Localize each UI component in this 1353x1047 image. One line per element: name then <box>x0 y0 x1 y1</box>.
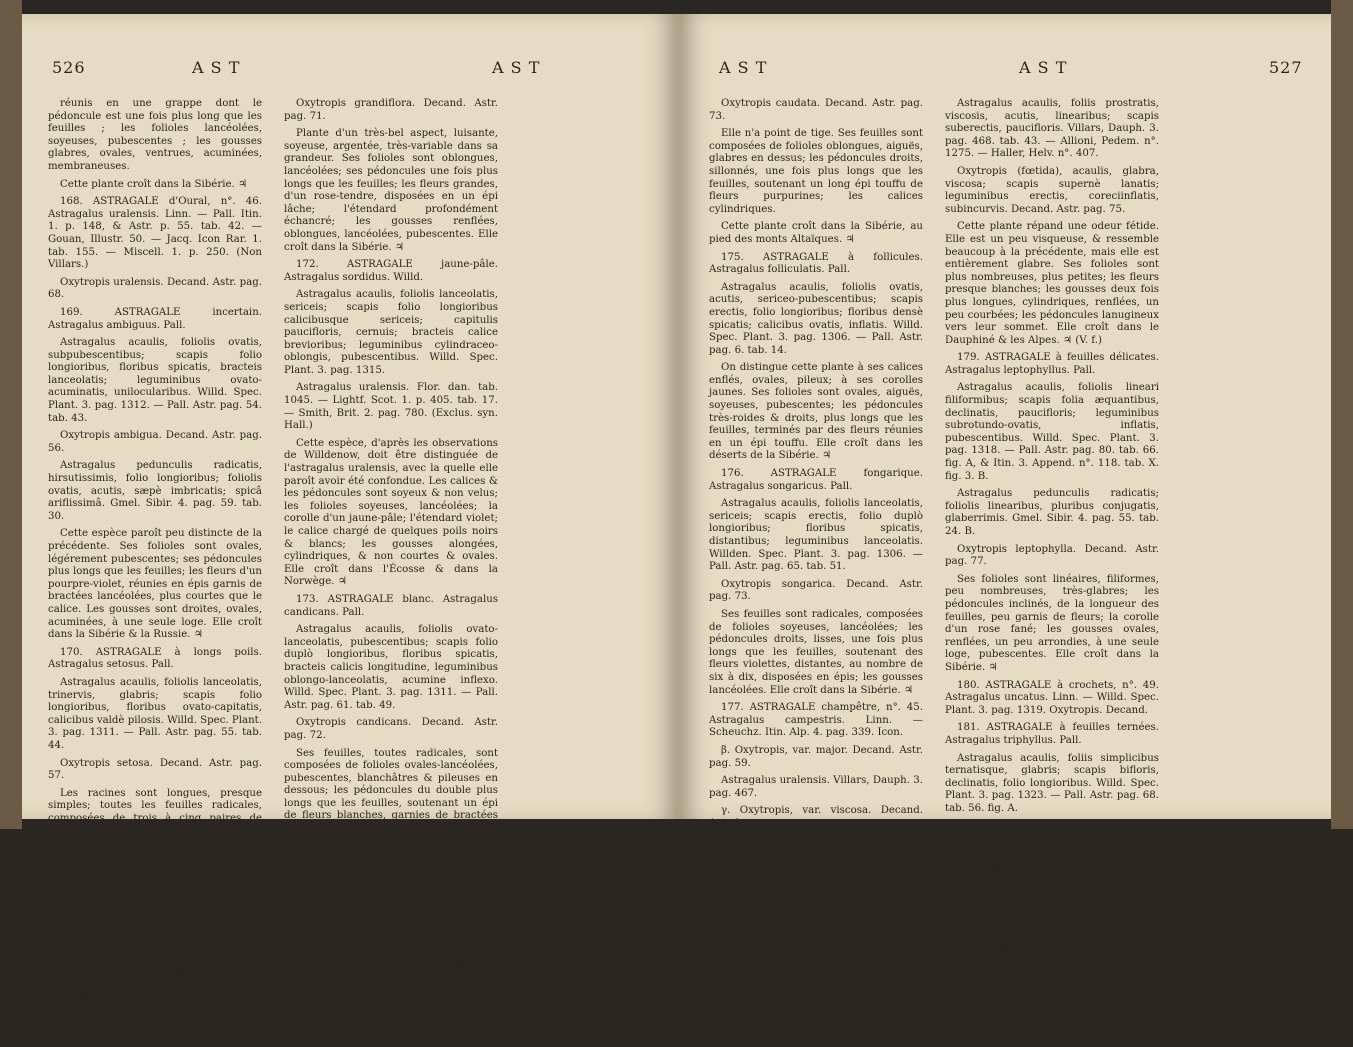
entry-paragraph: Ses feuilles sont radicales, composées de folioles soyeuses, lancéolées; les pédoncules droits, lisses, une fois plus longs que les feuilles, soutenant des fleurs violettes, distantes, au nombre de six à dix, disposées en épis; les gousses lancéolées. Elle croît dans la Sibérie. ♃ <box>709 608 923 696</box>
entry-paragraph: Ses feuilles, toutes radicales, sont composées de folioles ovales-lancéolées, pubescentes, blanchâtres & pileuses en dessous; les pédoncules du double plus longs que les feuilles, soutenant un épi de fleurs blanches, garnies de bractées de la longueur du calice; les gousses renflées, oblongues-lancéolées, terminées par une pointe recourbée. Elle croît dans la Sibérie. ♃ <box>284 747 498 872</box>
entry-paragraph: β. Oxytropis, var. major. Decand. Astr. pag. 59. <box>709 744 923 769</box>
entry-paragraph: γ. Oxytropis, var. viscosa. Decand. Astr. l. c. <box>709 805 923 829</box>
entry-paragraph: Cette espèce, d'après les observations de Willdenow, doit être distinguée de l'astragalus uralensis, avec la quelle elle paroît avoir été confondue. Les calices & les pédoncules sont soyeux & non velus; les folioles soyeuses, lancéolées; la corolle d'un jaune-pâle; l'étendard violet; le calice chargé de quelques poils noirs & blancs; les gousses alongées, cylindriques, & non courtes & ovales. Elle croît dans l'Écosse & dans la Norwège. ♃ <box>284 437 498 588</box>
left-page-running-head-right: A S T <box>492 58 541 77</box>
entry-paragraph: Astragalus acaulis, foliolis lanceolatis, sericeis; scapis folio longioribus calicibusque sericeis; capitulis paucifloris, cernuis; bracteis calice brevioribus; leguminibus cylindraceo-oblongis, pubescentibus. Willd. Spec. Plant. 3. pag. 1315. <box>284 289 498 376</box>
entry-paragraph: Ses folioles sont linéaires, filiformes, peu nombreuses, très-glabres; les pédoncules inclinés, de la longueur des feuilles, peu garnis de fleurs; la corolle d'un rose fané; les gousses ovales, renflées, un peu arrondies, à une seule loge, pubescentes. Elle croît dans la Sibérie. ♃ <box>945 573 1159 673</box>
entry-paragraph: Cette plante croît dans la Sibérie. ♃ <box>60 178 248 190</box>
right-page-columns <box>709 98 1159 1004</box>
entry-paragraph: Oxytropis caudata. Decand. Astr. pag. 73. <box>709 98 923 122</box>
entry-paragraph: Astragalus acaulis, foliolis oblongo-lanceolatis, sericeis; scapis folio duplò longioribus; floribus laxè spicatis; vexillo profundè emarginato; leguminibus oblongo-lanceolatis, pubescentibus. Willden. Spec. Plant. 3. pag. 1311. — Pall. Astr. pag. 57. tab. 46. <box>48 953 262 1041</box>
entry-paragraph: Cette espèce paroît peu distincte de la précédente. Ses folioles sont ovales, légérement pubescentes; ses pédoncules plus longs que les feuilles; les fleurs d'un pourpre-violet, réunies en épis garnis de bractées lancéolées, plus courtes que le calice. Les gousses sont droites, ovales, acuminées, à une seule loge. Elle croît dans la Sibérie & la Russie. ♃ <box>48 528 262 641</box>
entry-paragraph: 168. ASTRAGALE d'Oural, n°. 46. Astragalus uralensis. Linn. — Pall. Itin. 1. p. 148, & Astr. p. 55. tab. 42. — Gouan, Illustr. 50. — Jacq. Icon Rar. 1. tab. 155. — Miscell. 1. p. 250. (Non Villars.) <box>48 196 262 271</box>
left-page-columns <box>48 98 498 1047</box>
book-cover-left-edge <box>0 0 22 829</box>
entry-paragraph: 180. ASTRAGALE à crochets, n°. 49. Astragalus uncatus. Linn. — Willd. Spec. Plant. 3. pag. 1319. Oxytropis. Decand. <box>945 679 1159 716</box>
entry-paragraph: 175. ASTRAGALE à follicules. Astragalus folliculatis. Pall. <box>709 251 923 276</box>
book-cover-right-edge <box>1331 0 1353 829</box>
entry-paragraph: 178. ASTRAGALE fétide. Astragalus fœtidus. Willd. <box>709 946 923 970</box>
entry-paragraph: Oxytropis uralensis. Decand. Astr. pag. 68. <box>48 276 262 301</box>
entry-paragraph: Cette plante répand une odeur fétide. Elle est un peu visqueuse, & ressemble beaucoup à la précédente, mais elle est entièrement glabre. Ses folioles sont plus nombreuses, plus petites; les fleurs presque blanches; les gousses deux fois plus longues, cylindriques, renflées, un peu courbées; les pédoncules lanugineux vers leur sommet. Elle croît dans le Dauphiné & les Alpes. ♃ (V. f.) <box>945 221 1159 346</box>
left-column-2 <box>284 98 498 1047</box>
entry-paragraph: 174. ASTRAGALE à queue. Astragalus caudatus. Pall. <box>284 878 498 903</box>
entry-paragraph: 182. ASTRAGALE ampoulé. Astragalus ampullatus. Pall. <box>945 943 1159 968</box>
entry-paragraph: Cette plante croît dans la Sibérie. ♃ (Pall.) <box>48 893 262 918</box>
entry-paragraph: Astragalus acaulis, foliolis lineari filiformibus; scapis folia æquantibus, declinatis, paucifloris; leguminibus subrotundo-ovatis, inflatis, pubescentibus. Willd. Spec. Plant. 3. pag. 1318. — Pall. Astr. pag. 80. tab. 66. fig. A, & Itin. 3. Append. n°. 118. tab. X. fig. 3. B. <box>945 382 1159 482</box>
entry-paragraph: 173. ASTRAGALE blanc. Astragalus candicans. Pall. <box>284 593 498 618</box>
right-column-2 <box>945 98 1159 1004</box>
entry-paragraph: réunis en une grappe dont le pédoncule est une fois plus long que les feuilles ; les folioles lancéolées, soyeuses, pubescentes ; les gousses glabres, ovales, ventrues, acuminées, membraneuses. <box>48 98 262 172</box>
entry-paragraph: Astragalus acaulis, foliolis lanceolatis, sericeis; <box>945 974 1159 998</box>
entry-paragraph: Les stipules sont glabres dans les deux dernières variétés, velues dans la première; elles diffèrent aussi par leur grandeur. Les pédoncules, dans la dernière, sont chargés, vers leur sommet, de poils glanduleux & visqueux. <box>709 865 923 940</box>
entry-paragraph: Oxytropis setosa. Decand. Astr. pag. 57. <box>48 757 262 782</box>
entry-paragraph: Astragalus pedunculis radicatis, hirsutissimis, folio longioribus; foliolis ovatis, acutis, sæpè imbricatis; spicâ ariflissimâ. Gmel. Sibir. 4. pag. 59. tab. 30. <box>48 460 262 522</box>
right-page <box>679 14 1331 998</box>
entry-paragraph: Cette plante croît dans la Sibérie, au pied des monts Altaïques. ♃ <box>709 221 923 245</box>
entry-paragraph: Oxytropis triphylla. Decand. Astr. pag. 77. <box>945 820 1159 845</box>
entry-paragraph: 171. ASTRAGALE à grandes fleurs. Astragalus grandiflorus. Pall. <box>48 923 262 948</box>
entry-paragraph: Astragalus acaulis, foliolis oblongis, acutis, supernè glabris; scapis erectis, foliis duplò longioribus, floribus densè spicatis, calicibus cylindraceis. Willd. Spec. Plant. 3. pag. 506. — Pall. Astr. pag. 62. tab. 50. <box>284 908 498 983</box>
entry-paragraph: 169. ASTRAGALE incertain. Astragalus ambiguus. Pall. <box>48 306 262 331</box>
entry-paragraph: Oxytropis candicans. Decand. Astr. pag. 72. <box>284 717 498 741</box>
entry-paragraph: Astragalus viscosus. Vill. Dauph. 3. pag. 468. <box>709 835 923 860</box>
entry-paragraph: 177. ASTRAGALE champêtre, n°. 45. Astragalus campestris. Linn. — Scheuchz. Itin. Alp. 4. pag. 339. Icon. <box>709 702 923 739</box>
entry-paragraph: Astragalus acaulis, foliolis ovatis, acutis, sericeo-pubescentibus; scapis erectis, folio longioribus; floribus densè spicatis; calicibus ovatis, inflatis. Willd. Spec. Plant. 3. pag. 1306. — Pall. Astr. pag. 6. tab. 14. <box>709 281 923 356</box>
right-page-number: 527 <box>1269 58 1303 77</box>
entry-paragraph: Astragalus uralensis. Villars, Dauph. 3. pag. 467. <box>709 775 923 799</box>
entry-paragraph: Astragalus spicatus. Pallas, Itin. 2. Append. n°. 118. tab. W. <box>284 989 498 1013</box>
right-page-running-head: A S T <box>1019 58 1068 77</box>
left-page <box>22 14 679 1041</box>
entry-paragraph: Astragalus uralensis. Flor. dan. tab. 1045. — Lightf. Scot. 1. p. 405. tab. 17. — Smith, Brit. 2. pag. 780. (Exclus. syn. Hall.) <box>284 382 498 432</box>
entry-paragraph: Oxytropis songarica. Decand. Astr. pag. 73. <box>709 578 923 603</box>
entry-paragraph: 179. ASTRAGALE à feuilles délicates. Astragalus leptophyllus. Pall. <box>945 352 1159 376</box>
left-column-1 <box>48 98 262 1047</box>
entry-paragraph: Astragalus pedunculis radicatis; foliolis linearibus, pluribus conjugatis, glaberrimis. Gmel. Sibir. 4. pag. 55. tab. 24. B. <box>945 488 1159 537</box>
entry-paragraph: Astragalus acaulis, foliolis lanceolatis, trinervis, glabris; scapis folio longioribus, floribus ovato-capitatis, calicibus valdè pilosis. Willd. Spec. Plant. 3. pag. 1311. — Pall. Astr. pag. 55. tab. 44. <box>48 676 262 751</box>
entry-paragraph: Oxytropis (fœtida), acaulis, glabra, viscosa; scapis supernè lanatis; leguminibus erectis, coreciinflatis, subincurvis. Decand. Astr. pag. 75. <box>945 165 1159 215</box>
entry-paragraph: Oxytropis grandiflora. Decand. Astr. pag. 71. <box>284 98 498 122</box>
entry-paragraph: Astragalus acaulis, foliolis ovato-lanceolatis, pubescentibus; scapis folio duplò longioribus, floribus spicatis, bracteis calicis longitudine, leguminibus oblongo-lanceolatis, acumine inflexo. Willd. Spec. Plant. 3. pag. 1311. — Pall. Astr. pag. 61. tab. 49. <box>284 624 498 711</box>
entry-paragraph: Elle n'a point de tige. Ses feuilles sont composées de folioles oblongues, aiguës, glabres en dessus; les pédoncules droits, sillonnés, une fois plus longs que les feuilles, soutenant un long épi touffu de fleurs purpurines; les calices cylindriques. <box>709 128 923 215</box>
right-column-1 <box>709 98 923 1004</box>
entry-paragraph: Astragalus acaulis, foliis simplicibus ternatisque, glabris; scapis bifloris, declinatis, folio longioribus. Willd. Spec. Plant. 3. pag. 1323. — Pall. Astr. pag. 68. tab. 56. fig. A. <box>945 752 1159 814</box>
entry-paragraph: Astragalus acaulis, foliolis ovatis, subpubescentibus; scapis folio longioribus, floribus spicatis, bracteis lanceolatis; leguminibus ovato-acuminatis, unilocularibus. Willd. Spec. Plant. 3. pag. 1312. — Pall. Astr. pag. 54. tab. 43. <box>48 337 262 424</box>
entry-paragraph: Oxytropis leptophylla. Decand. Astr. pag. 77. <box>945 543 1159 568</box>
entry-paragraph: 176. ASTRAGALE fongarique. Astragalus songaricus. Pall. <box>709 468 923 492</box>
entry-paragraph: 181. ASTRAGALE à feuilles ternées. Astragalus triphyllus. Pall. <box>945 722 1159 746</box>
entry-paragraph: Cette espèce est facile à reconnoître à ses feuilles toutes radicales, très-glabres, les unes simples, les autres ternées. Les hampes sont inclinées, plus longues que les feuilles, garnies de deux fleurs purpurines. Elle croît dans les îles sablonneuses du lac Baïcal. ♃ <box>945 850 1159 938</box>
entry-paragraph: Astragalus acaulis, foliolis lanceolatis, sericeis; scapis erectis, folio duplò longioribus; floribus spicatis, distantibus; leguminibus lanceolatis. Willden. Spec. Plant. 3. pag. 1306. — Pall. Astr. pag. 65. tab. 51. <box>709 498 923 573</box>
left-page-running-head: A S T <box>192 58 241 77</box>
entry-paragraph: On distingue cette plante à ses calices enflés, ovales, pileux; à ses corolles jaunes. Ses folioles sont ovales, aiguës, soyeuses, pubescentes; les pédoncules très-roides & droits, plus longs que les feuilles, terminés par des fleurs réunies en un épi touffu. Elle croît dans les déserts de la Sibérie. ♃ <box>709 362 923 462</box>
entry-paragraph: 170. ASTRAGALE à longs poils. Astragalus setosus. Pall. <box>48 646 262 671</box>
entry-paragraph: Les racines sont longues, presque simples; toutes les feuilles radicales, composées de trois à cinq paires de folioles glabres, lancéolées, pileuses à leurs bords; les pédoncules pileux, plus longs que les feuilles; les fleurs purpurines, réunies en tête; les calices très-velus. <box>48 787 262 887</box>
entry-paragraph: 172. ASTRAGALE jaune-pâle. Astragalus sordidus. Willd. <box>284 259 498 283</box>
entry-paragraph: Astragalus acaulis, foliis prostratis, viscosis, acutis, linearibus; scapis suberectis, paucifloris. Villars, Dauph. 3. pag. 468. tab. 43. — Allioni, Pedem. n°. 1275. — Haller, Helv. n°. 407. <box>945 98 1159 160</box>
left-page-number: 526 <box>52 58 86 77</box>
right-page-running-head-left: A S T <box>719 58 768 77</box>
entry-paragraph: Plante d'un très-bel aspect, luisante, soyeuse, argentée, très-variable dans sa grandeur. Ses folioles sont oblongues, lancéolées; ses pédoncules une fois plus longs que les feuilles; les fleurs grandes, d'un rose-tendre, disposées en un épi lâche; l'étendard profondément échancré; les gousses renflées, oblongues, lancéolées, pubescentes. Elle croît dans la Sibérie. ♃ <box>284 128 498 253</box>
entry-paragraph: Oxytropis ambigua. Decand. Astr. pag. 56. <box>48 430 262 454</box>
